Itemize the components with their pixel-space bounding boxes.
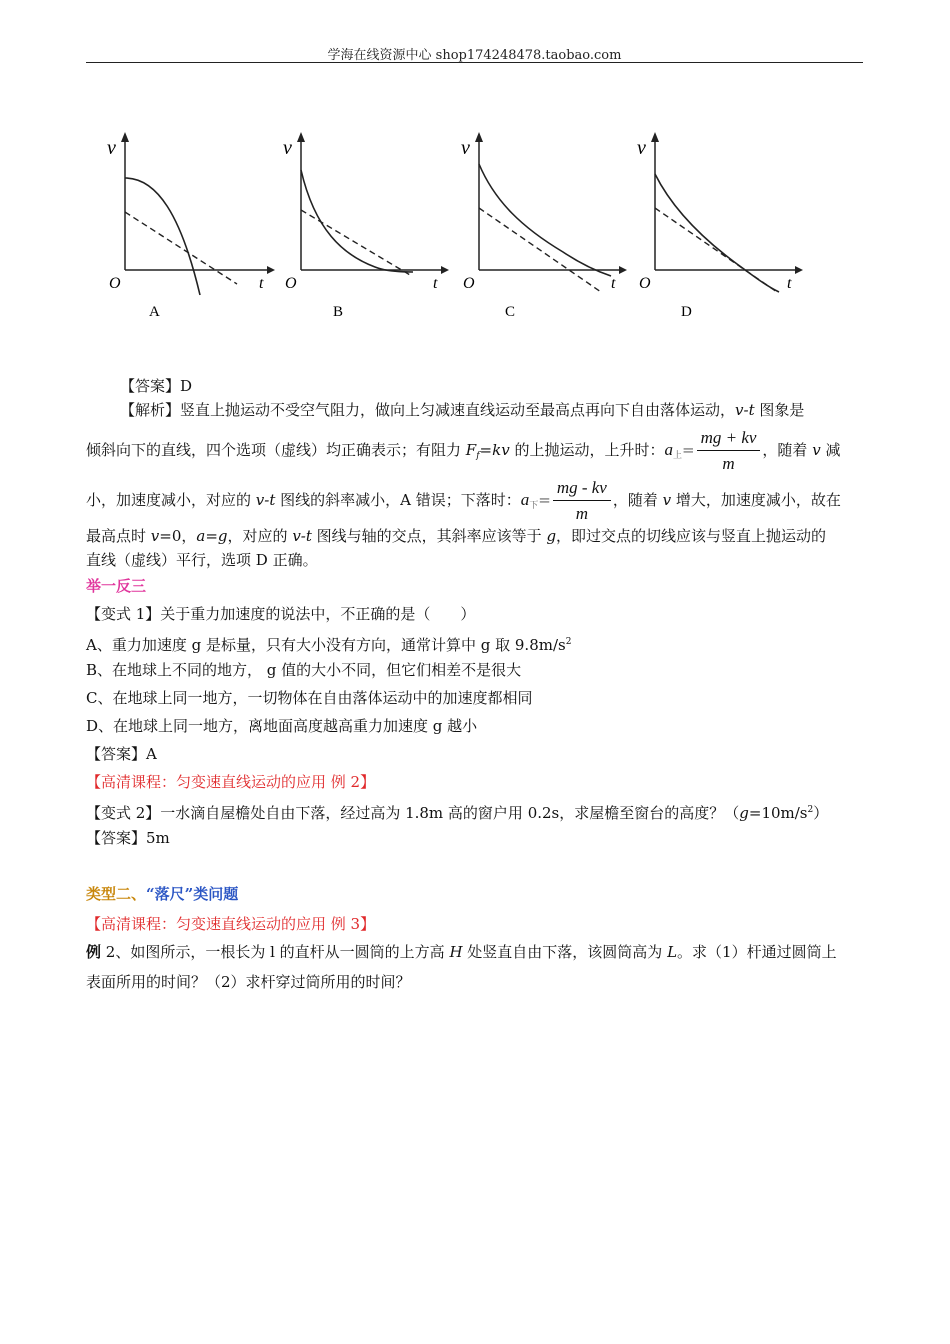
- analysis-line-1: 【解析】竖直上抛运动不受空气阻力，做向上匀减速直线运动至最高点再向下自由落体运动，v-t 图象是: [120, 401, 805, 419]
- svg-text:v: v: [637, 137, 646, 159]
- variant1-option-b: B、在地球上不同的地方， g 值的大小不同，但它们相差不是很大: [86, 661, 522, 679]
- section-type2-heading: 类型二、“落尺”类问题: [86, 885, 239, 903]
- variant1-stem: 【变式 1】关于重力加速度的说法中，不正确的是（ ）: [86, 605, 476, 623]
- curve-d: [655, 174, 779, 292]
- t-label: t: [259, 275, 264, 292]
- graph-d: [629, 120, 809, 330]
- option-label-c: C: [505, 304, 516, 320]
- svg-text:t: t: [611, 275, 616, 292]
- fraction-down: $\frac{mg - kv}{m}$: [553, 478, 611, 525]
- dashed-line-d: [655, 208, 777, 292]
- course-link-1[interactable]: 【高清课程：匀变速直线运动的应用 例 2】: [86, 773, 376, 791]
- t-axis-arrow: [267, 266, 275, 274]
- dashed-line-c: [479, 208, 601, 292]
- example2-line-2: 表面所用的时间？（2）求杆穿过筒所用的时间？: [86, 973, 411, 991]
- curve-c: [479, 164, 611, 276]
- graph-b: [275, 120, 455, 330]
- svg-text:v: v: [283, 137, 292, 159]
- svg-text:v: v: [461, 137, 470, 159]
- option-label-a: A: [149, 304, 160, 320]
- variant1-option-d: D、在地球上同一地方，离地面高度越高重力加速度 g 越小: [86, 717, 478, 735]
- svg-text:t: t: [787, 275, 792, 292]
- variant1-option-a: A、重力加速度 g 是标量，只有大小没有方向，通常计算中 g 取 $9.8m/s^2$: [86, 636, 572, 654]
- dashed-line-b: [301, 210, 410, 275]
- analysis-line-2: 倾斜向下的直线，四个选项（虚线）均正确表示；有阻力 $F_f=kv$ 的上抛运动，上升时：$a_上=$ $\frac{mg + kv}{m}$ ，随着 v 减: [86, 427, 841, 473]
- vt-graphs: [95, 120, 815, 330]
- curve-b: [301, 170, 413, 272]
- v-axis-arrow: [121, 132, 129, 142]
- dashed-line-a: [125, 212, 237, 284]
- page-header: 学海在线资源中心 shop174248478.taobao.com: [327, 48, 622, 63]
- graph-c: [453, 120, 633, 330]
- v-label: v: [107, 137, 116, 159]
- origin-label: O: [109, 275, 121, 292]
- svg-text:t: t: [433, 275, 438, 292]
- option-label-b: B: [333, 304, 344, 320]
- course-link-2[interactable]: 【高清课程：匀变速直线运动的应用 例 3】: [86, 915, 376, 933]
- graph-a: [95, 120, 275, 330]
- header-rule: [86, 62, 863, 63]
- variant1-option-c: C、在地球上同一地方，一切物体在自由落体运动中的加速度都相同: [86, 689, 533, 707]
- section-practice-heading: 举一反三: [86, 577, 147, 595]
- analysis-line-3: 小，加速度减小，对应的 v-t 图线的斜率减小，A 错误；下落时：$a_下=$ $\frac{mg - kv}{m}$ ，随着 v 增大，加速度减小，故在: [86, 477, 841, 523]
- answer-1: 【答案】D: [120, 377, 193, 395]
- analysis-line-4: 最高点时 v=0，a=g，对应的 v-t 图线与轴的交点，其斜率应该等于 g，即过交点的切线应该与竖直上抛运动的: [86, 527, 827, 545]
- variant2-answer: 【答案】5m: [86, 829, 170, 847]
- svg-text:O: O: [285, 275, 297, 292]
- example2-line-1: 例 2、如图所示，一根长为 l 的直杆从一圆筒的上方高 H 处竖直自由下落，该圆筒高为 L。求（1）杆通过圆筒上: [86, 943, 837, 961]
- svg-text:O: O: [639, 275, 651, 292]
- option-label-d: D: [681, 304, 692, 320]
- fraction-up: $\frac{mg + kv}{m}$: [697, 428, 761, 475]
- variant2-stem: 【变式 2】一水滴自屋檐处自由下落，经过高为 1.8m 高的窗户用 0.2s，求屋檐至窗台的高度？$(g=10m/s^2)$: [86, 804, 829, 822]
- analysis-line-5: 直线（虚线）平行，选项 D 正确。: [86, 551, 318, 569]
- svg-text:O: O: [463, 275, 475, 292]
- variant1-answer: 【答案】A: [86, 745, 157, 763]
